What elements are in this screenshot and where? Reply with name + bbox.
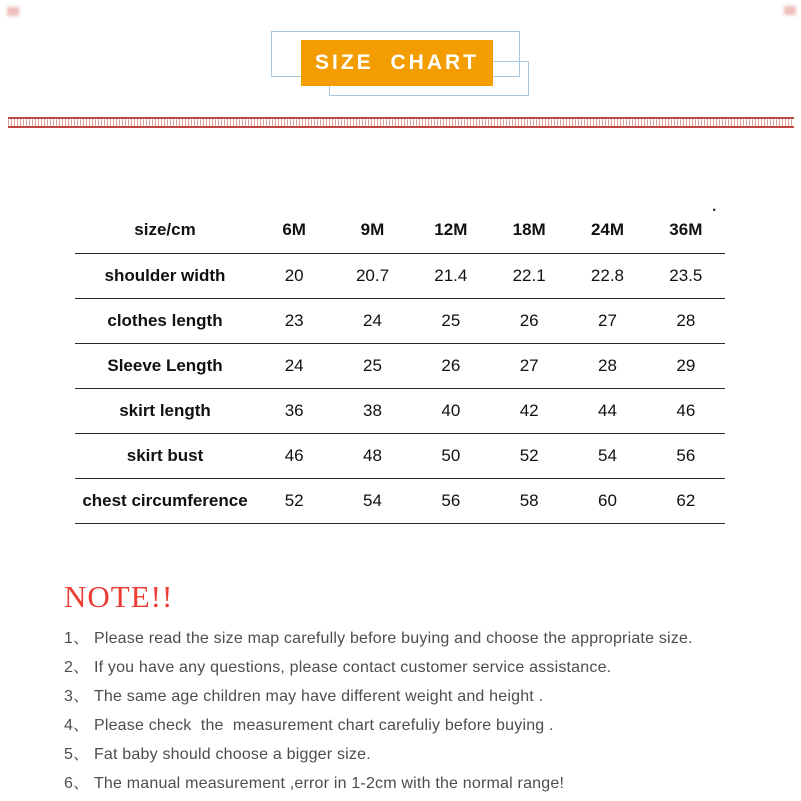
size-value: 54 [333,478,411,523]
size-value: 20.7 [333,253,411,298]
size-value: 38 [333,388,411,433]
row-label: chest circumference [75,478,255,523]
table-row [75,478,725,523]
size-value: 46 [647,388,725,433]
size-value: 24 [255,343,333,388]
note-item: 1、 Please read the size map carefully before buying and choose the appropriate size. [64,630,693,647]
note-item: 5、 Fat baby should choose a bigger size. [64,746,371,763]
size-value: 46 [255,433,333,478]
row-label: Sleeve Length [75,343,255,388]
size-value: 26 [412,343,490,388]
corner-artifact-left [7,7,19,16]
size-value: 24 [333,298,411,343]
size-value: 25 [333,343,411,388]
column-header: 12M [412,208,490,253]
row-label: skirt length [75,388,255,433]
row-label: shoulder width [75,253,255,298]
column-header: 6M [255,208,333,253]
size-table-header-row [75,208,725,253]
size-value: 22.1 [490,253,568,298]
note-item: 2、 If you have any questions, please contact customer service assistance. [64,659,612,676]
size-value: 52 [490,433,568,478]
size-table [75,208,725,524]
note-item: 6、 The manual measurement ,error in 1-2cm with the normal range! [64,775,565,792]
size-value: 40 [412,388,490,433]
size-value: 27 [490,343,568,388]
table-row [75,253,725,298]
note-item: 3、 The same age children may have different weight and height . [64,688,544,705]
size-value: 21.4 [412,253,490,298]
size-value: 42 [490,388,568,433]
size-value: 25 [412,298,490,343]
size-value: 26 [490,298,568,343]
size-value: 23 [255,298,333,343]
column-header-size-cm: size/cm [75,208,255,253]
row-label: clothes length [75,298,255,343]
corner-artifact-right [784,6,796,15]
note-item: 4、 Please check the measurement chart carefuliy before buying . [64,717,554,734]
size-value: 62 [647,478,725,523]
size-value: 56 [412,478,490,523]
size-value: 22.8 [568,253,646,298]
stray-dot: . [712,198,717,215]
table-row [75,298,725,343]
size-value: 29 [647,343,725,388]
size-value: 60 [568,478,646,523]
table-row [75,433,725,478]
table-row [75,343,725,388]
size-table-body [75,253,725,523]
size-value: 50 [412,433,490,478]
column-header: 24M [568,208,646,253]
column-header: 36M [647,208,725,253]
column-header: 9M [333,208,411,253]
size-value: 54 [568,433,646,478]
size-value: 23.5 [647,253,725,298]
size-value: 48 [333,433,411,478]
size-value: 28 [647,298,725,343]
decorative-divider [8,117,794,128]
page-title: SIZE CHART [301,40,493,86]
note-heading: NOTE!! [64,579,174,614]
note-list [64,624,764,798]
size-value: 28 [568,343,646,388]
size-value: 27 [568,298,646,343]
column-header: 18M [490,208,568,253]
size-value: 44 [568,388,646,433]
table-row [75,388,725,433]
size-value: 56 [647,433,725,478]
size-value: 52 [255,478,333,523]
row-label: skirt bust [75,433,255,478]
size-value: 20 [255,253,333,298]
size-value: 58 [490,478,568,523]
size-value: 36 [255,388,333,433]
